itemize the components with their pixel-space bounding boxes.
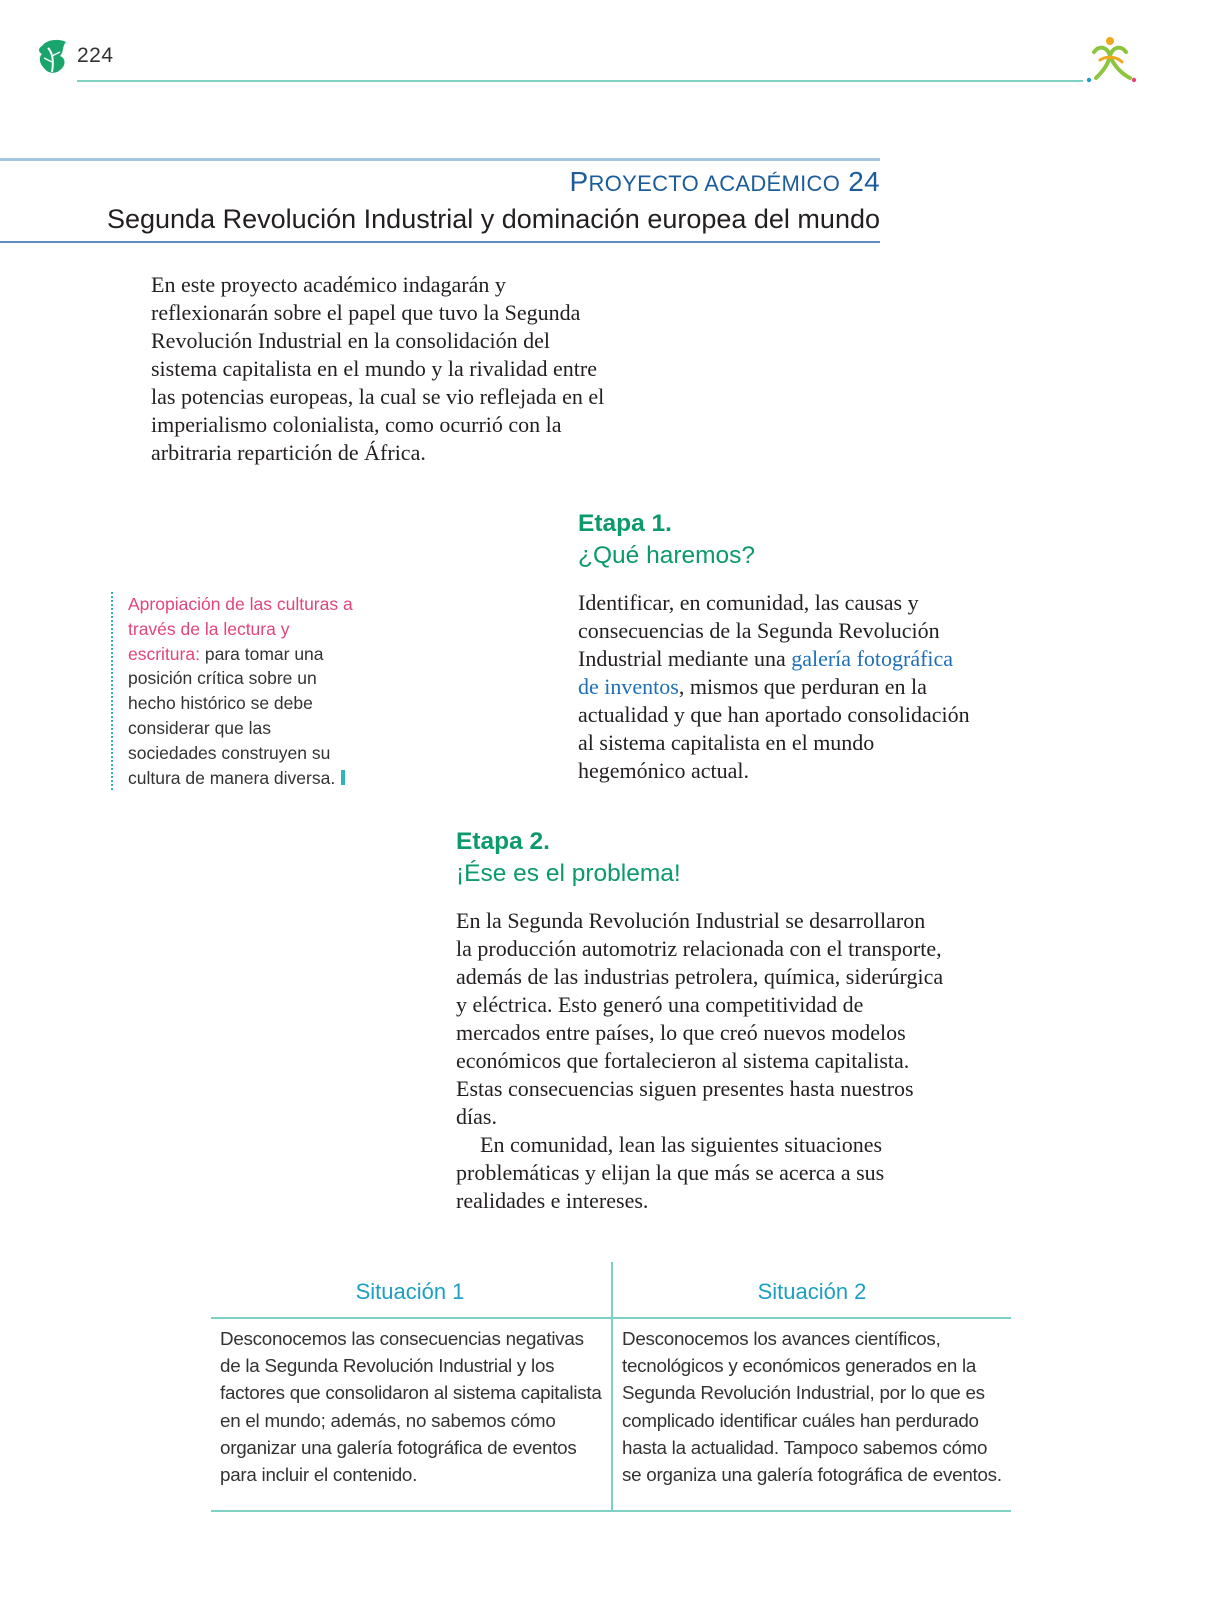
situation-2-text: Desconocemos los avances científicos, tecnológicos y económicos generados en la Segunda Revolución Industrial, por lo que es complicado identificar cuáles han perdurado hasta la actualidad. Tampoco sabemos cómo se organiza una galería fotográfica de eventos. [622,1328,1002,1486]
situation-1-title: Situación 1 [355,1279,465,1304]
sidebar-text: para tomar una posición crítica sobre un hecho histórico se debe considerar que las sociedades construyen su cultura de manera diversa. [128,643,336,788]
etapa2-body [456,907,946,1215]
etapa2-paragraph-2: En comunidad, lean las siguientes situaciones problemáticas y elijan la que más se acerca a sus realidades e intereses. [456,1132,885,1213]
etapa1-text-after: , mismos que perduran en la actualidad y que han aportado consolidación al sistema capitalista en el mundo hegemónico actual. [578,674,970,783]
intro-paragraph: En este proyecto académico indagarán y reflexionarán sobre el papel que tuvo la Segunda Revolución Industrial en la consolidación del sistema capitalista en el mundo y la rivalidad entre las potencias europeas, la cual se vio reflejada en el imperialismo colonialista, como ocurrió con la arbitraria repartición de África. [151,272,605,465]
etapa2-heading [456,826,681,890]
etapa1-paragraph [578,589,978,785]
title-rule-bottom [0,241,880,243]
project-label-initial: P [569,166,589,197]
etapa2-number: Etapa 2. [456,828,550,855]
etapa1-title: ¿Qué haremos? [578,542,756,569]
situation-1-text: Desconocemos las consecuencias negativas de la Segunda Revolución Industrial y los factores que consolidaron al sistema capitalista en el mundo; además, no sabemos cómo organizar una galería fotográfica de eventos para incluir el contenido. [220,1328,602,1486]
project-label [570,166,880,198]
project-subtitle: Segunda Revolución Industrial y dominación europea del mundo [106,204,880,234]
stylized-person-logo-icon [1086,34,1142,86]
situation-2-title: Situación 2 [757,1279,867,1304]
leaf-icon [36,38,70,76]
sidebar-heading: Apropiación de las culturas a través de la lectura y escritura: [128,594,353,664]
project-label-smallcaps: ROYECTO ACADÉMICO [588,171,841,196]
page-number: 224 [77,44,114,67]
end-mark-icon [341,770,345,785]
etapa1-heading [578,508,755,572]
etapa2-paragraph-1: En la Segunda Revolución Industrial se desarrollaron la producción automotriz relacionada con el transporte, además de las industrias petrolera, química, siderúrgica y eléctrica. Esto generó una competitividad de mercados entre países, lo que creó nuevos modelos económicos que fortalecieron al sistema capitalista. Estas consecuencias siguen presentes hasta nuestros días. [456,908,944,1129]
sidebar-note [111,592,358,790]
table-divider-header [211,1317,1011,1319]
project-number: 24 [848,166,880,197]
etapa1-text-before: Identificar, en comunidad, las causas y consecuencias de la Segunda Revolución Industrial mediante una [578,590,940,671]
etapa1-number: Etapa 1. [578,510,672,537]
etapa2-title: ¡Ése es el problema! [456,860,681,887]
galeria-link[interactable]: galería fotográfica de inventos [578,646,954,699]
title-rule-top [0,158,880,161]
table-divider-bottom [211,1510,1011,1512]
header-rule [77,80,1083,82]
